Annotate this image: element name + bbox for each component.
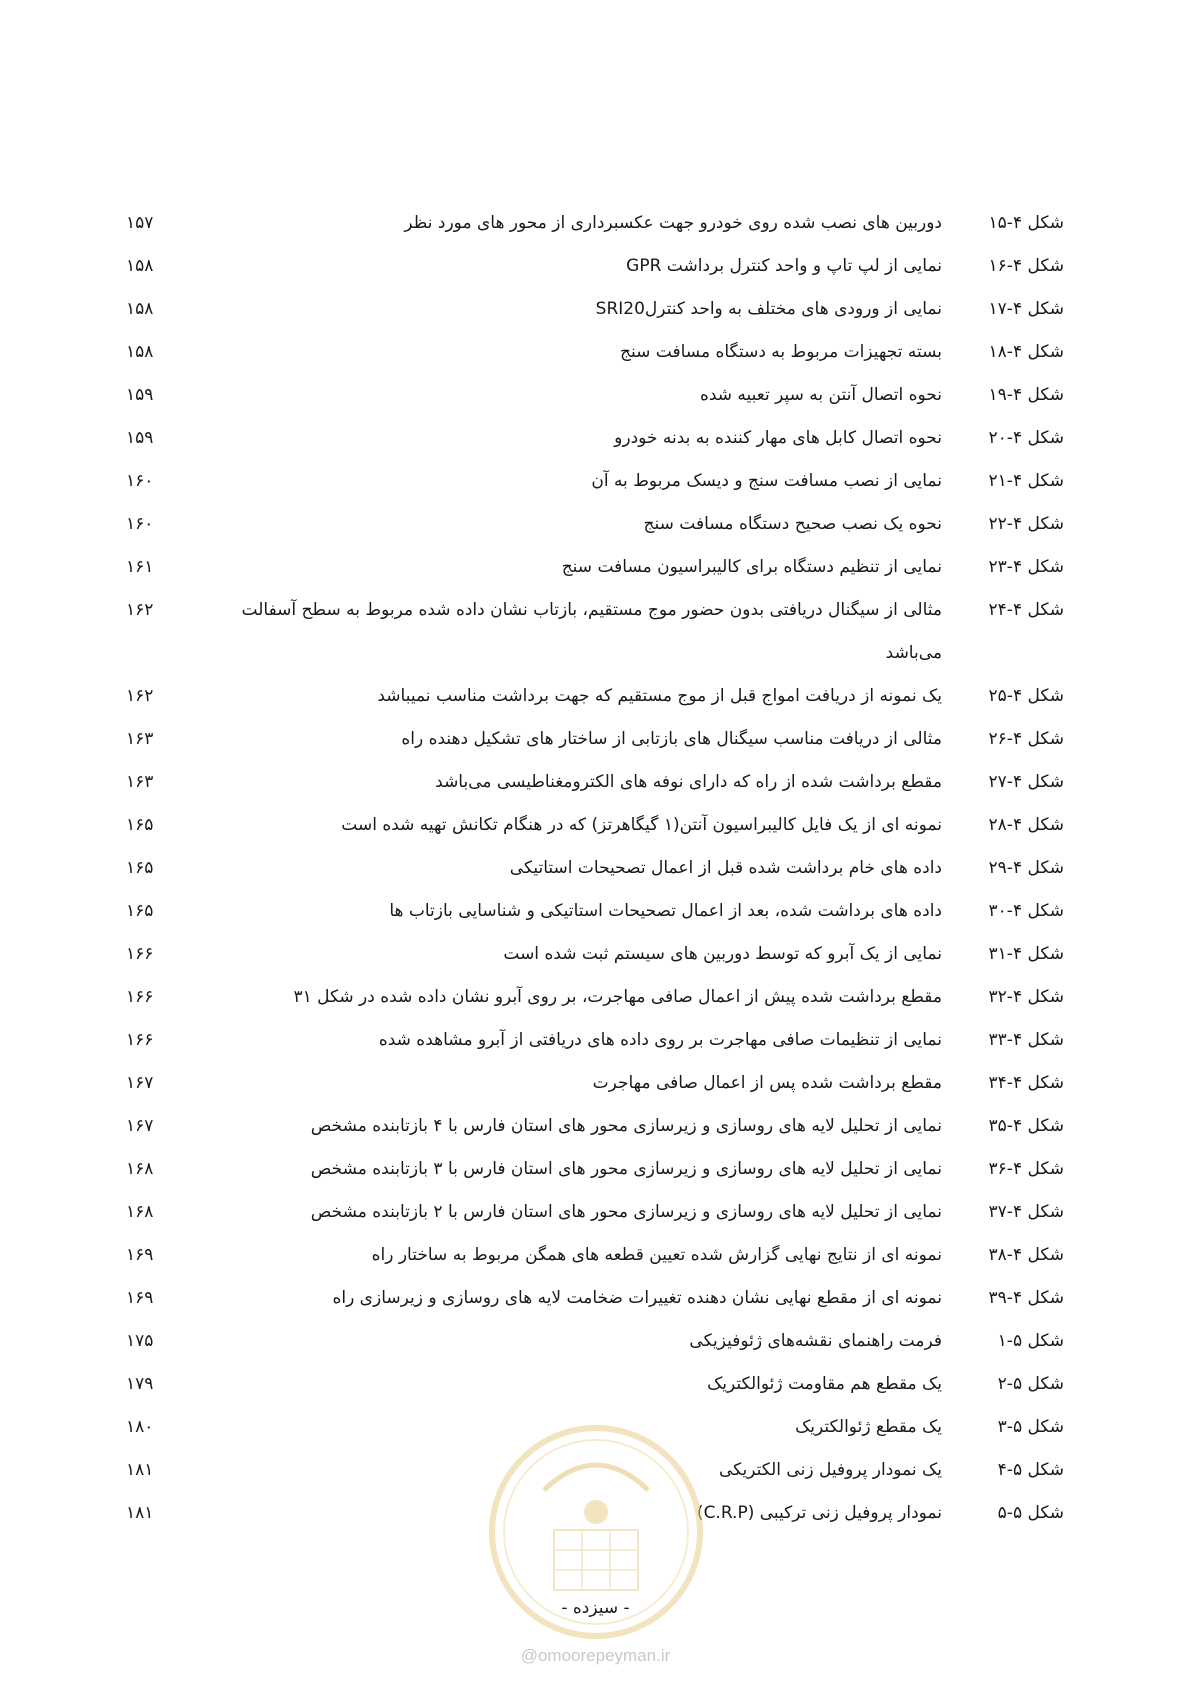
page-ref: ۱۶۲: [126, 600, 154, 620]
figure-title: نمایی از تحلیل لایه های روسازی و زیرسازی محور های استان فارس با ۳ بازتابنده مشخص: [310, 1159, 942, 1179]
figure-title: نمایی از یک آبرو که توسط دوربین های سیستم ثبت شده است: [503, 944, 942, 964]
figure-list: [0, 213, 1191, 1546]
figure-title: نمایی از ورودی های مختلف به واحد کنترلSRI20: [595, 299, 942, 319]
toc-row: [0, 1202, 1191, 1245]
page-ref: ۱۵۹: [126, 385, 154, 405]
toc-row: [0, 1159, 1191, 1202]
page-ref: ۱۶۰: [126, 514, 154, 534]
figure-number: شکل ۴-۱۷: [988, 299, 1064, 319]
figure-title: مقطع برداشت شده پس از اعمال صافی مهاجرت: [592, 1073, 942, 1093]
figure-title: داده های خام برداشت شده قبل از اعمال تصحیحات استاتیکی: [509, 858, 942, 878]
page-ref: ۱۸۱: [126, 1503, 154, 1523]
figure-number: شکل ۴-۲۹: [988, 858, 1064, 878]
figure-title: داده های برداشت شده، بعد از اعمال تصحیحات استاتیکی و شناسایی بازتاب ها: [389, 901, 942, 921]
toc-row: [0, 471, 1191, 514]
figure-title: نمایی از نصب مسافت سنج و دیسک مربوط به آن: [591, 471, 942, 491]
figure-title: دوربین های نصب شده روی خودرو جهت عکسبرداری از محور های مورد نظر: [404, 213, 942, 233]
toc-row: [0, 729, 1191, 772]
figure-number: شکل ۴-۱۹: [988, 385, 1064, 405]
page-ref: ۱۵۸: [126, 342, 154, 362]
toc-row: [0, 1331, 1191, 1374]
toc-row: [0, 514, 1191, 557]
figure-number: شکل ۵-۵: [997, 1503, 1064, 1523]
figure-title: مقطع برداشت شده پیش از اعمال صافی مهاجرت، بر روی آبرو نشان داده شده در شکل ۳۱: [293, 987, 942, 1007]
figure-title: یک نمونه از دریافت امواج قبل از موج مستقیم که جهت برداشت مناسب نمیباشد: [377, 686, 942, 706]
figure-number: شکل ۴-۲۵: [988, 686, 1064, 706]
toc-row: [0, 901, 1191, 944]
page-ref: ۱۸۱: [126, 1460, 154, 1480]
toc-row: [0, 1030, 1191, 1073]
figure-title: نمایی از تحلیل لایه های روسازی و زیرسازی محور های استان فارس با ۴ بازتابنده مشخص: [310, 1116, 942, 1136]
watermark-url: @omoorepeyman.ir: [520, 1646, 671, 1665]
toc-row: [0, 858, 1191, 901]
page-ref: ۱۶۳: [126, 729, 154, 749]
figure-number: شکل ۴-۳۴: [988, 1073, 1064, 1093]
figure-title: نمایی از تحلیل لایه های روسازی و زیرسازی محور های استان فارس با ۲ بازتابنده مشخص: [310, 1202, 942, 1222]
toc-row: [0, 342, 1191, 385]
figure-title: نحوه اتصال آنتن به سپر تعبیه شده: [699, 385, 942, 405]
page-ref: ۱۶۶: [126, 944, 154, 964]
figure-number: شکل ۴-۳۳: [988, 1030, 1064, 1050]
figure-number: شکل ۴-۲۰: [988, 428, 1064, 448]
figure-number: شکل ۴-۲۶: [988, 729, 1064, 749]
figure-number: شکل ۵-۲: [997, 1374, 1064, 1394]
figure-number: شکل ۵-۱: [997, 1331, 1064, 1351]
page-ref: ۱۶۶: [126, 987, 154, 1007]
figure-title: نحوه اتصال کابل های مهار کننده به بدنه خودرو: [614, 428, 942, 448]
page-ref: ۱۶۷: [126, 1116, 154, 1136]
page-ref: ۱۶۵: [126, 858, 154, 878]
figure-number: شکل ۴-۳۰: [988, 901, 1064, 921]
page-ref: ۱۶۵: [126, 815, 154, 835]
page-ref: ۱۶۹: [126, 1245, 154, 1265]
figure-number: شکل ۴-۳۹: [988, 1288, 1064, 1308]
figure-title: نمونه ای از نتایج نهایی گزارش شده تعیین قطعه های همگن مربوط به ساختار راه: [371, 1245, 942, 1265]
figure-number: شکل ۵-۳: [997, 1417, 1064, 1437]
figure-title: نمونه ای از مقطع نهایی نشان دهنده تغییرات ضخامت لایه های روسازی و زیرسازی راه: [332, 1288, 942, 1308]
figure-number: شکل ۴-۲۲: [988, 514, 1064, 534]
toc-row: [0, 815, 1191, 858]
figure-title: مقطع برداشت شده از راه که دارای نوفه های الکترومغناطیسی می‌باشد: [435, 772, 942, 792]
page-ref: ۱۷۵: [126, 1331, 154, 1351]
figure-number: شکل ۴-۳۸: [988, 1245, 1064, 1265]
page-ref: ۱۵۹: [126, 428, 154, 448]
page-ref: ۱۶۳: [126, 772, 154, 792]
page-ref: ۱۸۰: [126, 1417, 154, 1437]
toc-row: [0, 1374, 1191, 1417]
figure-number: شکل ۴-۱۶: [988, 256, 1064, 276]
page-ref: ۱۵۸: [126, 256, 154, 276]
figure-number: شکل ۴-۲۸: [988, 815, 1064, 835]
figure-number: شکل ۴-۳۶: [988, 1159, 1064, 1179]
page-ref: ۱۶۵: [126, 901, 154, 921]
page-ref: ۱۶۶: [126, 1030, 154, 1050]
toc-row: [0, 299, 1191, 342]
page-ref: ۱۵۷: [126, 213, 154, 233]
toc-row: [0, 213, 1191, 256]
figure-title: یک نمودار پروفیل زنی الکتریکی: [718, 1460, 942, 1480]
page-ref: ۱۶۷: [126, 1073, 154, 1093]
figure-title: مثالی از دریافت مناسب سیگنال های بازتابی از ساختار های تشکیل دهنده راه: [401, 729, 942, 749]
toc-row: [0, 1288, 1191, 1331]
toc-row: [0, 385, 1191, 428]
toc-row: [0, 944, 1191, 987]
figure-title: فرمت راهنمای نقشه‌های ژئوفیزیکی: [689, 1331, 942, 1351]
toc-row: [0, 1116, 1191, 1159]
figure-number: شکل ۴-۱۸: [988, 342, 1064, 362]
figure-title: نمونه ای از یک فایل کالیبراسیون آنتن(۱ گیگاهرتز) که در هنگام تکانش تهیه شده است: [341, 815, 942, 835]
page-ref: ۱۶۸: [126, 1202, 154, 1222]
toc-row: [0, 987, 1191, 1030]
figure-title: مثالی از سیگنال دریافتی بدون حضور موج مستقیم، بازتاب نشان داده شده مربوط به سطح آسفالت می‌باشد: [241, 600, 942, 663]
page-ref: ۱۶۹: [126, 1288, 154, 1308]
figure-title: نحوه یک نصب صحیح دستگاه مسافت سنج: [643, 514, 942, 534]
figure-title: نمایی از تنظیمات صافی مهاجرت بر روی داده های دریافتی از آبرو مشاهده شده: [378, 1030, 942, 1050]
figure-number: شکل ۴-۲۱: [988, 471, 1064, 491]
page-ref: ۱۶۸: [126, 1159, 154, 1179]
page-ref: ۱۷۹: [126, 1374, 154, 1394]
figure-title: نمایی از تنظیم دستگاه برای کالیبراسیون مسافت سنج: [561, 557, 942, 577]
figure-number: شکل ۴-۲۴: [988, 600, 1064, 620]
toc-row: [0, 772, 1191, 815]
figure-number: شکل ۴-۳۵: [988, 1116, 1064, 1136]
figure-title: یک مقطع هم مقاومت ژئوالکتریک: [707, 1374, 942, 1394]
toc-row: [0, 686, 1191, 729]
toc-row: [0, 256, 1191, 299]
figure-number: شکل ۵-۴: [997, 1460, 1064, 1480]
figure-number: شکل ۴-۱۵: [988, 213, 1064, 233]
figure-title: نمایی از لپ تاپ و واحد کنترل برداشت GPR: [626, 256, 942, 276]
figure-title: بسته تجهیزات مربوط به دستگاه مسافت سنج: [620, 342, 942, 362]
page-ref: ۱۶۱: [126, 557, 154, 577]
figure-number: شکل ۴-۲۳: [988, 557, 1064, 577]
toc-row: [0, 428, 1191, 471]
page-ref: ۱۶۰: [126, 471, 154, 491]
toc-row: [0, 1245, 1191, 1288]
figure-number: شکل ۴-۲۷: [988, 772, 1064, 792]
figure-title: یک مقطع ژئوالکتریک: [795, 1417, 942, 1437]
figure-number: شکل ۴-۳۷: [988, 1202, 1064, 1222]
page-ref: ۱۶۲: [126, 686, 154, 706]
toc-row: [0, 1073, 1191, 1116]
figure-title: نمودار پروفیل زنی ترکیبی (C.R.P): [696, 1503, 942, 1523]
page-number: - سیزده -: [561, 1598, 630, 1618]
page-ref: ۱۵۸: [126, 299, 154, 319]
figure-number: شکل ۴-۳۱: [988, 944, 1064, 964]
figure-number: شکل ۴-۳۲: [988, 987, 1064, 1007]
toc-row: [0, 600, 1191, 686]
